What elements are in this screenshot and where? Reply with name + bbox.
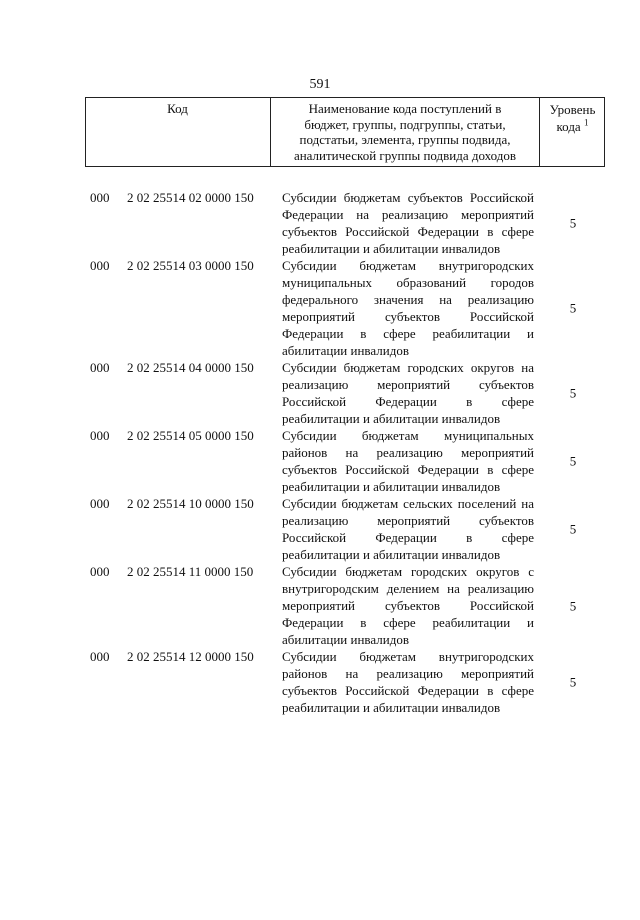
table-row: [0, 427, 640, 495]
code-level: 5: [569, 300, 577, 316]
group-code: 000: [90, 564, 110, 579]
code-level: 5: [569, 385, 577, 401]
code-level: 5: [569, 453, 577, 469]
revenue-code: 2 02 25514 02 0000 150: [127, 190, 254, 205]
header-name-line: аналитической группы подвида доходов: [293, 147, 517, 163]
group-code: 000: [90, 496, 110, 511]
revenue-name: Субсидии бюджетам субъектов Российской Федерации на реализацию мероприятий субъектов Российской Федерации в сфере реабилитации и абилитации инвалидов: [282, 190, 534, 256]
group-code: 000: [90, 428, 110, 443]
code-level: 5: [569, 598, 577, 613]
group-code: 000: [90, 649, 110, 664]
group-code: 000: [90, 258, 110, 273]
table-row: [0, 257, 640, 359]
footnote-marker: 1: [583, 117, 589, 128]
revenue-code: 2 02 25514 05 0000 150: [127, 428, 254, 443]
group-code: 000: [90, 190, 110, 205]
table-row: [0, 495, 640, 563]
header-level-line: [540, 118, 605, 135]
header-name-line: бюджет, группы, подгруппы, статьи,: [304, 116, 506, 132]
table-row: [0, 189, 640, 257]
table-row: [0, 359, 640, 427]
header-name-line: Наименование кода поступлений в: [308, 101, 502, 116]
code-level: 5: [569, 521, 577, 537]
code-level: 5: [569, 674, 577, 690]
header-level-text: кода: [556, 119, 581, 134]
page-number: 591: [309, 77, 331, 92]
table-row: [0, 563, 640, 648]
group-code: 000: [90, 360, 110, 375]
revenue-code: 2 02 25514 11 0000 150: [127, 564, 254, 579]
header-name-line: подстатьи, элемента, группы подвида,: [299, 132, 511, 147]
header-code: Код: [167, 101, 188, 116]
revenue-name: Субсидии бюджетам муниципальных районов на реализацию мероприятий субъектов Российской Федерации в сфере реабилитации и абилитации инвалидов: [282, 428, 534, 494]
revenue-code: 2 02 25514 12 0000 150: [127, 649, 254, 664]
revenue-name: Субсидии бюджетам внутригородских районов на реализацию мероприятий субъектов Российской Федерации в сфере реабилитации и абилитации инвалидов: [282, 649, 534, 715]
revenue-code: 2 02 25514 04 0000 150: [127, 360, 254, 375]
header-name: [271, 101, 539, 163]
revenue-name: Субсидии бюджетам городских округов на реализацию мероприятий субъектов Российской Федерации в сфере реабилитации и абилитации инвалидов: [282, 360, 534, 426]
revenue-name: Субсидии бюджетам внутригородских муниципальных образований городов федерального значения на реализацию мероприятий субъектов Российской Федерации в сфере реабилитации и абилитации инвалидов: [282, 258, 534, 358]
revenue-name: Субсидии бюджетам городских округов с внутригородским делением на реализацию мероприятий субъектов Российской Федерации в сфере реабилитации и абилитации инвалидов: [282, 564, 534, 647]
table-row: [0, 648, 640, 716]
table-body: [0, 189, 640, 716]
header-level: [540, 101, 605, 135]
table-header: [85, 97, 605, 167]
code-level: 5: [569, 215, 577, 231]
revenue-name: Субсидии бюджетам сельских поселений на реализацию мероприятий субъектов Российской Федерации в сфере реабилитации и абилитации инвалидов: [282, 496, 534, 562]
revenue-code: 2 02 25514 10 0000 150: [127, 496, 254, 511]
header-level-line: Уровень: [549, 102, 596, 117]
revenue-code: 2 02 25514 03 0000 150: [127, 258, 254, 273]
